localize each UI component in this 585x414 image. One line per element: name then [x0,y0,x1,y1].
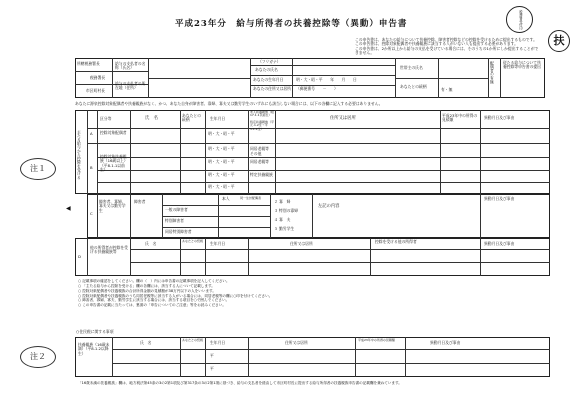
header-note: この申告書は、2か所以上から給与の支払を受けている場合には、そのうちの1か所にしか提出することができません。 [355,45,539,56]
d-header-change: 異動月日及び事由 [484,241,515,246]
spouse-flag-label: 配偶者の有無 [490,61,496,84]
flag-cohabiting[interactable]: 同居老親等 [250,146,269,151]
flag-cohabiting[interactable]: 同居老親等 [250,159,269,164]
relation-label: あなたとの続柄 [400,84,427,89]
your-birth-value[interactable]: 明・大・昭・平 年 月 日 [296,77,357,82]
c-row-cohabiting[interactable]: 同居特別障害者 [165,229,192,234]
d-header-relation: あなたとの続柄 [182,239,204,243]
section-d-letter: D [78,254,81,259]
payer-name-label: 給与の支払者の名称（氏名） [115,61,146,71]
e-header-address: 住所又は居所 [285,340,308,345]
bottom-note: 「16歳未満の扶養親族」欄は、地方税法第45条の3の2第1項及び第317条の3の2第1項に基づき、給与の支払者を経由して市区町村長に提出する給与所得者の扶養親族申告書の記載欄を兼ねています。 [78,381,402,385]
footnote: ○ 控除対象配偶者や扶養親族の合計所得金額の見積額が38万円以下の人をいいます。 [78,288,216,293]
e-header-income: 平成23年中の所得の見積額 [358,338,395,342]
header-name: 氏 名 [145,116,158,121]
row-b-label: 控除対象扶養親族（16歳以上）（平8.1.1以前生） [100,154,128,173]
c-change-label: 異動月日及び事由 [484,196,515,201]
header-office-label: 所轄税務署長 [77,61,100,66]
header-tax-office: 税務署長 [90,75,106,80]
e-header-relation: あなたとの続柄 [182,338,204,342]
c-detail-label: 左記の内容 [318,204,340,209]
annotation-note1 [20,158,56,180]
widow-option[interactable]: ２ 寡 婦 [274,199,291,204]
header-municipality: 市区町村長 [86,88,105,93]
era-options[interactable]: 明・大・昭・平 [208,146,235,151]
section-c-label: 障害者、寡婦、寡夫又は勤労学生 [99,199,126,213]
e-header-name: 氏 名 [140,340,152,345]
header-notes [355,38,540,55]
footnotes [78,279,548,308]
header-note: この申告書は、控除対象配偶者や扶養親族に該当する人がいない人も提出する必要があります。 [355,41,518,47]
d-header-name: 氏 名 [145,241,157,246]
header-note: この申告書は、あなたの給与について扶養控除、障害者控除などの控除を受けるために提出するものです。 [355,37,537,42]
secondary-payer-question: 従たる給与について扶養控除等申告書の提出 [503,60,541,70]
era-options[interactable]: 明・大・昭・平 [208,159,235,164]
footnote: ○ この申告書の記載に当たっては、裏面の「申告についてのご注意」等をお読みください。 [78,303,226,308]
your-address-label: あなたの住所又は居所 [253,86,291,91]
annotation-note2 [20,346,56,368]
e-header-change: 異動月日及び事由 [430,340,461,345]
disabled-label: 障害者 [134,199,146,204]
your-birth-label: あなたの生年月日 [253,77,284,82]
widower-option[interactable]: ４ 寡 夫 [274,217,291,222]
header-relation: あなたとの続柄 [182,113,201,123]
stamp-character: 扶 [553,33,565,47]
form-title: 平成23年分 給与所得者の扶養控除等（異動）申告書 [175,19,408,29]
era-options[interactable]: 明・大・昭・平 [208,184,235,189]
furigana-label: （フリガナ） [258,59,281,64]
annotation-note2-text: 注２ [30,352,46,362]
header-elderly: 老人扶養親族（昭17.1.1以前生） [250,110,275,118]
your-name-label: あなたの氏名 [255,67,278,72]
c-row-special[interactable]: 特別障害者 [165,218,184,223]
section-a-header-label: 区分等 [100,116,112,121]
e-era[interactable]: 平 [210,366,214,371]
special-widow-option[interactable]: ３ 特別の寡婦 [274,208,298,213]
row-b-letter: B [90,165,93,170]
header-address: 住所又は居所 [330,116,356,121]
instruction-text: あなたに源泉控除対象配偶者や扶養親族がなく、かつ、あなた自身が障害者、寡婦、寡夫又は勤労学生のいずれにも該当しない場合には、以下の各欄に記入する必要はありません。 [75,101,383,106]
era-options[interactable]: 明・大・昭・平 [208,131,235,136]
footnote: ○ 障害者、寡婦、寡夫、勤労学生に該当する場合には、該当する項目を○で囲んでください。 [78,298,230,303]
d-header-other-earner: 控除を受ける他の所得者 [375,239,417,244]
e-era[interactable]: 平 [210,353,214,358]
section-side-label: 主たる給与から控除を受ける [77,130,83,180]
section-e-side-label: 扶養親族（16歳未満）（平8.1.2以降生） [78,342,110,356]
flag-other[interactable]: その他 [250,151,262,156]
header-specific: 特定扶養親族（平元.1.2生〜平5.1.1生） [250,120,275,131]
flag-specific[interactable]: 特定扶養親族 [250,172,273,177]
d-header-address: 住所又は居所 [290,241,313,246]
student-option[interactable]: ５ 勤労学生 [274,226,295,231]
householder-label: 世帯主の氏名 [400,65,423,70]
section-e-title: ○住民税に関する事項 [76,329,114,334]
spouse-options[interactable]: 有・無 [441,87,453,92]
section-d-label: 他の所得者が控除を受ける扶養親族等 [90,245,128,255]
footnote: ○ 「主たる給与から控除を受ける」欄の各欄には、該当する人について記載します。 [78,283,215,288]
row-a-letter: A [90,131,93,136]
footnote: ○ 記載事項の確認をしてください。欄の（ ）内には申告書の記載事項を記入してください。 [78,279,230,283]
header-income: 平成23年中の所得の見積額 [442,113,478,123]
c-header-spouse: 同一生計配偶者 [240,196,262,200]
header-birth: 生年月日 [210,116,226,121]
payer-address-label: 給与の支払者の所在地（住所） [115,81,146,91]
c-row-general[interactable]: 一般の障害者 [165,207,188,212]
postal-code-field[interactable]: （郵便番号 － ） [296,86,338,91]
stamp-circle [548,30,570,52]
c-header-self: 本人 [222,196,230,201]
era-options[interactable]: 明・大・昭・平 [208,172,235,177]
footnote: ○ 控除対象配偶者や扶養親族のうち同居老親等に該当する人がいる場合には、同居老親等の欄に○印を付けてください。 [78,293,273,298]
header-change: 異動月日及び事由 [484,115,515,120]
e-header-birth: 生年月日 [210,340,226,345]
row-a-label: 控除対象配偶者 [100,130,127,135]
left-arrow-icon: ◀ [66,205,71,212]
seal-text: 税務署受付印 [518,9,523,30]
receipt-seal [506,6,533,33]
annotation-note1-text: 注１ [30,164,46,174]
section-c-letter: C [90,211,93,216]
d-header-birth: 生年月日 [210,241,226,246]
